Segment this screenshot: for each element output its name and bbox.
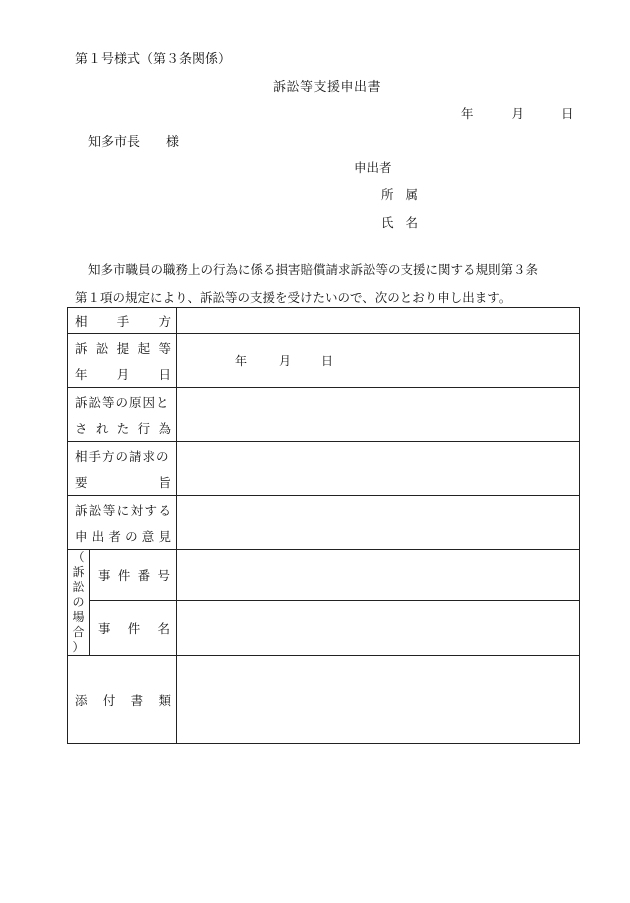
opponent-value[interactable] bbox=[177, 308, 580, 334]
opponent-char: 方 bbox=[158, 313, 171, 329]
row-attachments bbox=[68, 656, 580, 744]
filing-year-label: 年 bbox=[235, 354, 248, 368]
row-case-number bbox=[68, 550, 580, 601]
cause-char: さ bbox=[75, 420, 88, 436]
case-name-label bbox=[90, 601, 177, 656]
form-number: 第１号様式（第３条関係） bbox=[75, 52, 232, 67]
opinion-value[interactable] bbox=[177, 496, 580, 550]
date-year-label: 年 bbox=[461, 106, 474, 121]
case-name-char: 件 bbox=[127, 621, 141, 637]
lawsuit-char: （ bbox=[72, 550, 85, 564]
addressee: 知多市長 様 bbox=[88, 135, 180, 150]
opinion-char: 等 bbox=[102, 502, 116, 518]
filing-char: 訟 bbox=[95, 340, 109, 356]
claim-value[interactable] bbox=[177, 442, 580, 496]
case-number-label bbox=[90, 550, 177, 601]
cause-char: た bbox=[116, 420, 130, 436]
filing-char: 年 bbox=[75, 366, 88, 382]
claim-line-1: 相手方の請求の bbox=[75, 448, 170, 464]
opinion-char: 訴 bbox=[75, 502, 88, 518]
filing-day-label: 日 bbox=[321, 354, 334, 368]
cause-char: 行 bbox=[137, 420, 151, 436]
attachments-char: 付 bbox=[102, 692, 116, 708]
date-month-label: 月 bbox=[511, 106, 524, 121]
opponent-label bbox=[68, 308, 177, 334]
case-number-char: 事 bbox=[98, 568, 111, 584]
opinion-char: 訟 bbox=[88, 502, 102, 518]
name-label bbox=[381, 213, 418, 231]
attachments-char: 書 bbox=[130, 692, 144, 708]
opinion-label bbox=[68, 496, 177, 550]
opinion-char: 意 bbox=[141, 528, 155, 544]
lawsuit-char: 訴 bbox=[72, 565, 85, 579]
cause-line-1: 訴訟等の原因と bbox=[75, 394, 170, 410]
opinion-char: 出 bbox=[91, 528, 105, 544]
case-number-char: 件 bbox=[117, 568, 131, 584]
case-name-char: 事 bbox=[98, 621, 111, 637]
lawsuit-group-label bbox=[68, 550, 90, 656]
opinion-char: 申 bbox=[75, 528, 88, 544]
filing-date-value[interactable] bbox=[177, 334, 580, 388]
claim-char: 要 bbox=[75, 474, 88, 490]
row-filing-date bbox=[68, 334, 580, 388]
claim-label bbox=[68, 442, 177, 496]
row-claim bbox=[68, 442, 580, 496]
name-char: 名 bbox=[405, 215, 419, 230]
attachments-char: 類 bbox=[158, 692, 171, 708]
attachments-char: 添 bbox=[75, 692, 88, 708]
filing-char: 起 bbox=[137, 340, 151, 356]
case-number-char: 号 bbox=[157, 568, 170, 584]
row-opinion bbox=[68, 496, 580, 550]
filing-char: 等 bbox=[158, 340, 171, 356]
applicant-label: 申出者 bbox=[354, 160, 392, 175]
row-opponent bbox=[68, 308, 580, 334]
filing-char: 提 bbox=[116, 340, 130, 356]
opinion-char: す bbox=[144, 502, 158, 518]
opinion-char: る bbox=[158, 502, 171, 518]
date-day-label: 日 bbox=[560, 106, 574, 121]
body-text-line-1: 知多市職員の職務上の行為に係る損害賠償請求訴訟等の支援に関する規則第３条 bbox=[88, 262, 539, 277]
filing-month-label: 月 bbox=[279, 354, 292, 368]
cause-char: れ bbox=[95, 420, 109, 436]
opponent-char: 相 bbox=[75, 313, 88, 329]
body-text-line-2: 第１項の規定により、訴訟等の支援を受けたいので、次のとおり申し出ます。 bbox=[75, 290, 512, 305]
opinion-char: の bbox=[125, 528, 138, 544]
lawsuit-char: ） bbox=[72, 640, 85, 654]
body-text bbox=[75, 256, 538, 312]
opinion-char: 者 bbox=[108, 528, 121, 544]
affiliation-char: 属 bbox=[405, 187, 419, 202]
lawsuit-char: 場 bbox=[72, 610, 85, 624]
row-case-name bbox=[68, 601, 580, 656]
case-number-char: 番 bbox=[137, 568, 151, 584]
filing-date-fields bbox=[177, 352, 579, 369]
cause-char: 為 bbox=[158, 420, 171, 436]
row-cause bbox=[68, 388, 580, 442]
case-name-char: 名 bbox=[157, 621, 170, 637]
application-table bbox=[67, 307, 580, 744]
filing-date-label bbox=[68, 334, 177, 388]
claim-char: 旨 bbox=[158, 474, 171, 490]
opinion-char: 見 bbox=[158, 528, 171, 544]
cause-label bbox=[68, 388, 177, 442]
case-name-value[interactable] bbox=[177, 601, 580, 656]
document-title: 訴訟等支援申出書 bbox=[273, 80, 382, 95]
opponent-char: 手 bbox=[116, 313, 130, 329]
filing-char: 訴 bbox=[75, 340, 88, 356]
name-char: 氏 bbox=[381, 215, 394, 230]
case-number-value[interactable] bbox=[177, 550, 580, 601]
opinion-char: に bbox=[116, 502, 130, 518]
attachments-value[interactable] bbox=[177, 656, 580, 744]
submission-date bbox=[461, 104, 573, 122]
lawsuit-char: 訟 bbox=[72, 580, 85, 594]
cause-value[interactable] bbox=[177, 388, 580, 442]
filing-char: 日 bbox=[158, 366, 171, 382]
filing-char: 月 bbox=[116, 366, 130, 382]
affiliation-char: 所 bbox=[381, 187, 394, 202]
affiliation-label bbox=[381, 185, 418, 203]
lawsuit-char: の bbox=[72, 595, 85, 609]
opinion-char: 対 bbox=[130, 502, 144, 518]
attachments-label bbox=[68, 656, 177, 744]
lawsuit-char: 合 bbox=[72, 625, 85, 639]
